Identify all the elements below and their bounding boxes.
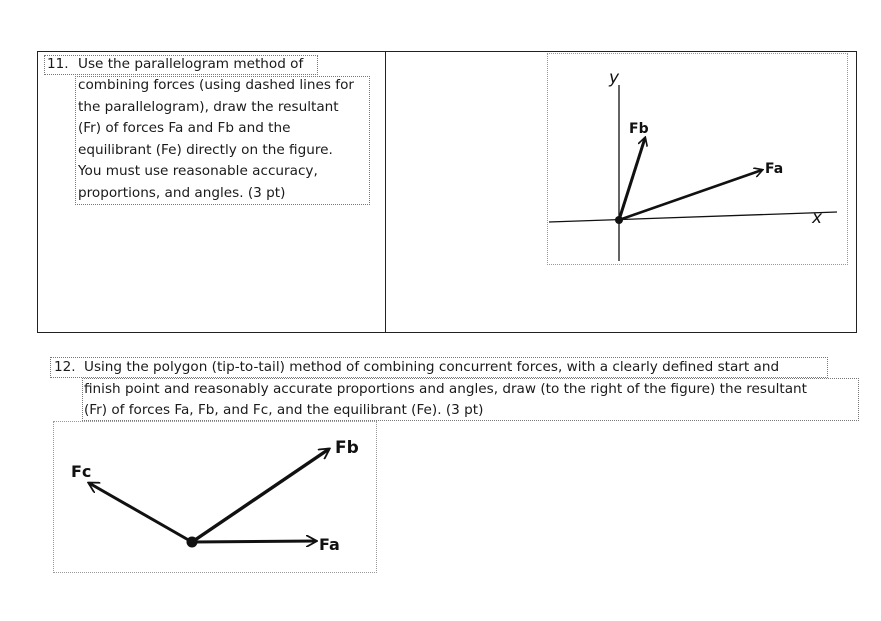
q12-force-c-arrow: [89, 483, 192, 542]
q11-x-label: x: [812, 208, 823, 228]
q11-force-a-label: Fa: [765, 161, 784, 177]
q11-line-1: Use the parallelogram method of: [78, 56, 304, 72]
q11-force-b-label: Fb: [629, 121, 649, 137]
q11-line-2: combining forces (using dashed lines for: [78, 77, 354, 93]
q11-line-3: the parallelogram), draw the resultant: [78, 98, 339, 115]
q11-number: 11.: [47, 56, 69, 72]
q11-y-label: y: [609, 68, 620, 88]
q11-force-b-arrow: [619, 138, 645, 220]
q11-force-a-arrow: [619, 170, 762, 220]
q12-number: 12.: [54, 359, 76, 375]
q11-line-5: equilibrant (Fe) directly on the figure.: [78, 141, 333, 158]
table-column-divider: [385, 51, 386, 333]
q12-origin-point: [187, 537, 198, 548]
q11-line-4: (Fr) of forces Fa and Fb and the: [78, 120, 291, 136]
q11-force-diagram: [547, 53, 848, 265]
q11-line-7: proportions, and angles. (3 pt): [78, 184, 286, 201]
q12-force-b-label: Fb: [335, 438, 359, 458]
q12-force-c-label: Fc: [71, 462, 92, 481]
q12-line-1: Using the polygon (tip-to-tail) method of combining concurrent forces, with a clearly defined start and: [84, 359, 780, 375]
q12-force-a-label: Fa: [319, 535, 340, 554]
q12-force-a-arrow: [192, 541, 316, 542]
q12-line-3: (Fr) of forces Fa, Fb, and Fc, and the equilibrant (Fe). (3 pt): [84, 402, 484, 418]
q11-x-axis: [549, 212, 837, 222]
q12-line-2: finish point and reasonably accurate proportions and angles, draw (to the right of the figure) the resultant: [84, 380, 807, 397]
q12-force-b-arrow: [192, 449, 329, 542]
q11-line-6: You must use reasonable accuracy,: [78, 163, 318, 179]
q11-origin-point: [615, 216, 623, 224]
q12-force-diagram: [53, 421, 377, 573]
